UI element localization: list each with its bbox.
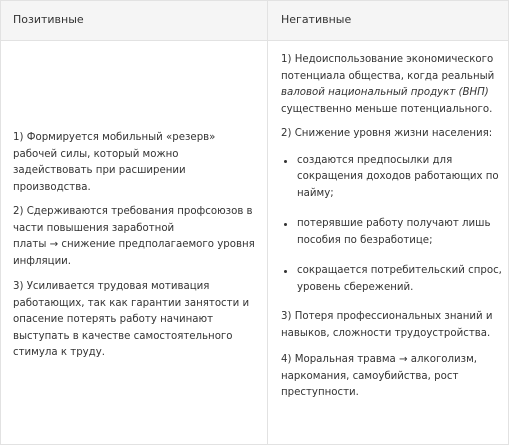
column-divider (267, 1, 268, 444)
negative-item-1-start: 1) Недоиспользование экономического потенциала общества, когда реальный (281, 54, 495, 82)
bullet-text: потерявшие работу получают лишь пособия по безработице; (297, 218, 491, 246)
bullet-text: создаются предпосылки для сокращения доходов работающих по найму; (297, 154, 499, 199)
gnp-term: валовой национальный продукт (ВНП) (281, 87, 489, 98)
negative-column (281, 52, 503, 412)
bullet-text: сокращается потребительский спрос, уровень сбережений. (297, 265, 502, 293)
table-header (1, 1, 508, 41)
positive-column (13, 130, 257, 372)
bullet-icon (284, 270, 287, 273)
bullet-icon (284, 223, 287, 226)
negative-item-1-end: существенно меньше потенциального. (281, 103, 493, 115)
bullet-icon (284, 160, 287, 163)
negative-item-4: 4) Моральная травма → алкоголизм, наркомания, самоубийства, рост преступности. (281, 354, 477, 398)
positive-item-3: 3) Усиливается трудовая мотивация работающих, так как гарантии занятости и опасение потерять работу начинают выступать в качестве самостоятельного стимула к труду. (13, 281, 250, 358)
bullet-item (281, 216, 503, 249)
positive-item-1: 1) Формируется мобильный «резерв» рабочей силы, который можно задействовать при расширении производства. (13, 132, 216, 193)
positive-item-2-line-b: платы → снижение предполагаемого уровня инфляции. (13, 239, 255, 267)
negative-item-1 (281, 52, 503, 118)
bullet-item (281, 263, 503, 296)
header-negative: Негативные (281, 13, 352, 26)
negative-item-2: 2) Снижение уровня жизни населения: (281, 128, 493, 139)
positive-item-2 (13, 204, 257, 270)
bullet-item (281, 153, 503, 203)
positive-item-2-line-a: 2) Сдерживаются требования профсоюзов в части повышения заработной (13, 206, 253, 234)
negative-item-3: 3) Потеря профессиональных знаний и навыков, сложности трудоустройства. (281, 311, 493, 339)
header-positive: Позитивные (13, 13, 84, 26)
